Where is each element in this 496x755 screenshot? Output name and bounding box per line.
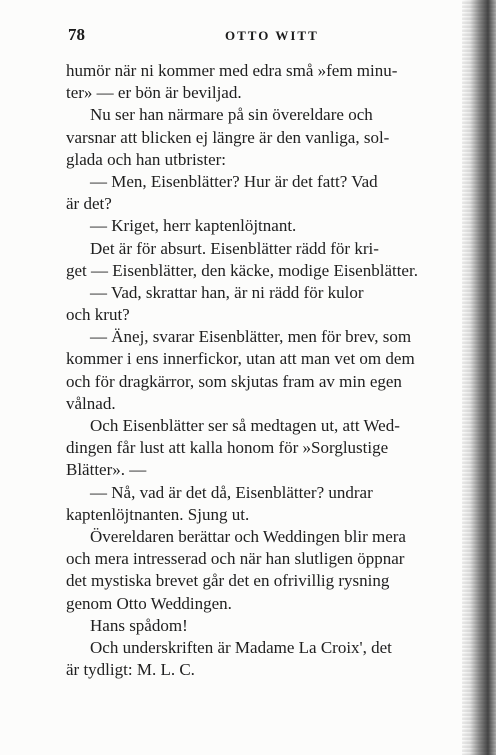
text-line: är tydligt: M. L. C. xyxy=(66,660,195,680)
text-line: glada och han utbrister: xyxy=(66,149,227,169)
text-line: — Änej, svarar Eisenblätter, men för brev, som xyxy=(90,327,412,347)
text-line: och för dragkärror, som skjutas fram av min egen xyxy=(66,371,402,391)
text-line: och mera intresserad och när han slutligen öppnar xyxy=(66,549,405,569)
text-line: kommer i ens innerfickor, utan att man vet om dem xyxy=(66,349,415,369)
text-line: — Men, Eisenblätter? Hur är det fatt? Vad xyxy=(90,171,378,191)
text-line: get — Eisenblätter, den käcke, modige Eisenblätter. xyxy=(66,260,418,280)
body-text xyxy=(66,60,454,681)
text-line: Och Eisenblätter ser så medtagen ut, att Wed- xyxy=(90,416,400,435)
text-line: Blätter». — xyxy=(66,460,147,480)
text-line: Nu ser han närmare på sin övereldare och xyxy=(90,105,373,125)
text-line: varsnar att blicken ej längre är den vanliga, sol- xyxy=(66,127,390,147)
text-line: kaptenlöjtnanten. Sjung ut. xyxy=(66,504,250,524)
text-line: Övereldaren berättar och Weddingen blir mera xyxy=(90,526,406,546)
text-line: är det? xyxy=(66,194,112,214)
text-line: och krut? xyxy=(66,305,130,325)
page-header xyxy=(68,25,454,45)
text-line: Och underskriften är Madame La Croix', det xyxy=(90,637,392,657)
text-line: — Kriget, herr kaptenlöjtnant. xyxy=(90,216,297,236)
text-line: det mystiska brevet går det en ofrivillig rysning xyxy=(66,571,390,591)
text-line: ter» — er bön är beviljad. xyxy=(66,83,242,103)
text-line: Det är för absurt. Eisenblätter rädd för kri- xyxy=(90,238,379,258)
running-head: OTTO WITT xyxy=(225,28,319,43)
text-line: humör när ni kommer med edra små »fem minu- xyxy=(66,61,398,80)
text-line: vålnad. xyxy=(66,393,116,413)
text-line: — Nå, vad är det då, Eisenblätter? undrar xyxy=(90,482,373,502)
text-line: Hans spådom! xyxy=(90,615,188,635)
page-number: 78 xyxy=(68,25,85,44)
text-line: dingen får lust att kalla honom för »Sorglustige xyxy=(66,438,389,458)
page-edge-shadow xyxy=(462,0,496,755)
text-line: — Vad, skrattar han, är ni rädd för kulor xyxy=(90,282,364,302)
text-line: genom Otto Weddingen. xyxy=(66,593,232,613)
